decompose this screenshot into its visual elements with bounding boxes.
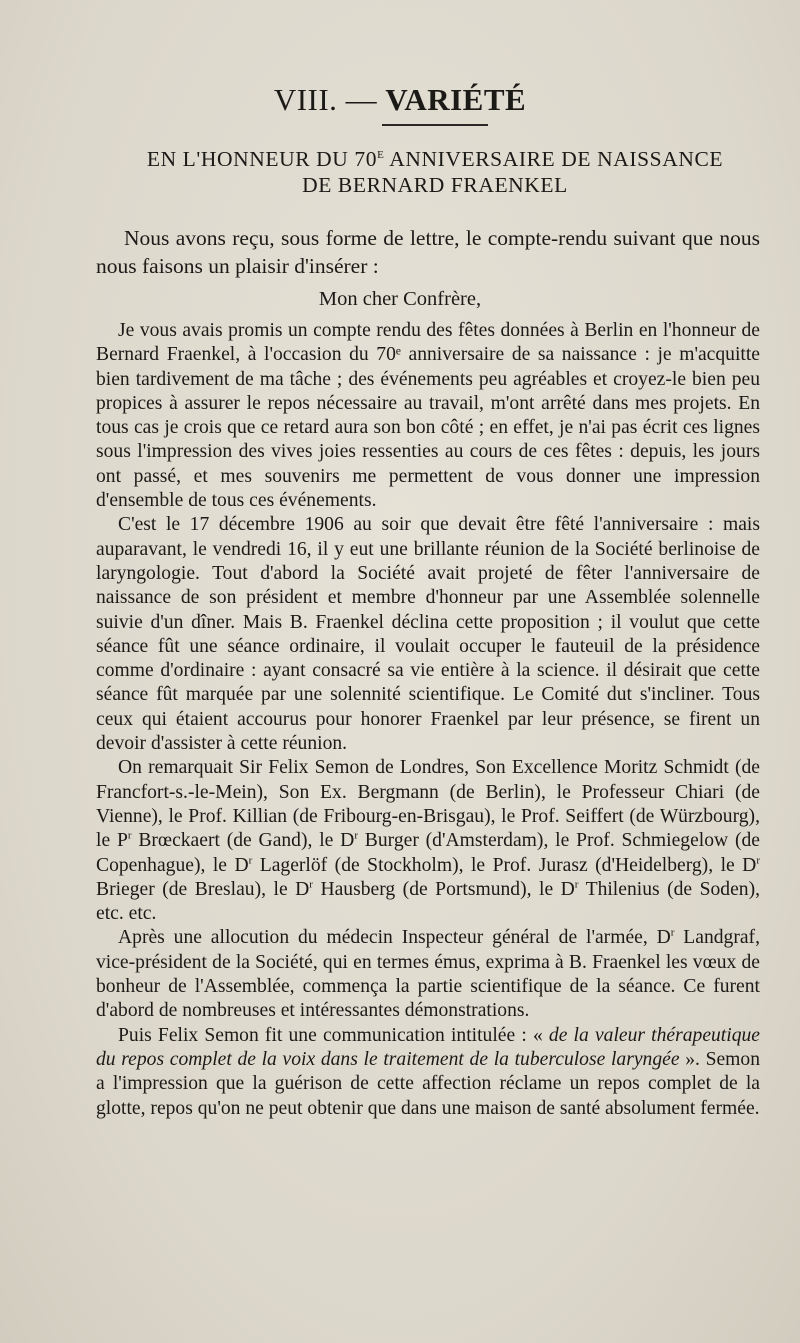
p3-text: Lagerlöf (de Stockholm), le Prof. Jurasz (d'Heidelberg), le D [252, 854, 757, 876]
p3-sup: r [248, 854, 253, 866]
p4-sup: r [670, 926, 675, 939]
p3-text: Burger (d'Amsterdam), le Prof. Schmiegelow (de Copenhague), le D [96, 830, 761, 876]
section-number: VIII. — [273, 82, 386, 117]
p3-text: Brieger (de Breslau), le D [96, 878, 310, 900]
title-rule [382, 124, 488, 126]
heading-line2: DE BERNARD FRAENKEL [302, 173, 568, 197]
p3-text: Brœckaert (de Gand), le D [131, 830, 355, 852]
paragraph-1: Je vous avais promis un compte rendu des fêtes données à Berlin en l'honneur de Bernard Fraenkel, à l'occasion du 70ᵉ anniversaire de sa naissance : je m'acquitte bien tardivement de ma tâche ; des événements peu agréables et croyez-le bien peu propices à assurer le repos nécessaire au travail, m'ont arrêté dans mes projets. En tous cas je crois que ce retard aura son bon côté ; en effet, je n'ai pas écrit ces lignes sous l'impression des vives joies ressenties au cours de ces fêtes : depuis, les jours ont passé, et mes souvenirs me permettent de vous donner une impression d'ensemble de tous ces événements. [96, 320, 760, 512]
paragraph-4 [96, 926, 760, 1023]
heading-line1-end: ANNIVERSAIRE DE NAISSANCE [384, 147, 724, 171]
p5-text: ». Semon a l'impression que la guérison de cette affection réclame un repos complet de la glotte, repos qu'on ne peut obtenir que dans une maison de santé absolument fermée. [96, 1048, 760, 1119]
p3-text: Thilenius (de Soden), etc. etc. [96, 878, 761, 925]
letter-body [96, 319, 760, 1121]
p4-text: Landgraf, vice-président de la Société, qui en termes émus, exprima à B. Fraenkel les vœux de bonheur de l'Assemblée, commença la partie scientifique de la séance. Ce furent d'abord de nombreuses et intéressantes démonstrations. [96, 927, 760, 1022]
p3-sup: r [354, 829, 358, 842]
intro-paragraph: Nous avons reçu, sous forme de lettre, le compte-rendu suivant que nous nous faisons un plaisir d'insérer : [96, 226, 760, 278]
salutation: Mon cher Confrère, [318, 288, 482, 310]
p3-text: Hausberg (de Portsmund), le D [312, 878, 575, 900]
communication-title: de la valeur thérapeutique du repos complet de la voix dans le traitement de la tuberculose laryngée [96, 1024, 760, 1070]
heading-superscript: E [377, 148, 385, 161]
paragraph-2: C'est le 17 décembre 1906 au soir que devait être fêté l'anniversaire : mais auparavant, le vendredi 16, il y eut une brillante réunion de la Société berlinoise de laryngologie. Tout d'abord la Société avait projeté de fêter l'anniversaire de naissance de son président et membre d'honneur par une Assemblée solennelle suivie d'un dîner. Mais B. Fraenkel déclina cette proposition ; il voulut que cette séance fût une séance ordinaire, il voulait occuper le fauteuil de la présidence comme d'ordinaire : ayant consacré sa vie entière à la science. il désirait que cette séance fût marquée par une solennité scientifique. Le Comité dut s'incliner. Tous ceux qui étaient accourus pour honorer Fraenkel par leur présence, se firent un devoir d'assister à cette réunion. [96, 514, 760, 755]
p3-sup: r [756, 854, 761, 866]
p3-sup: r [309, 878, 313, 891]
p5-text: Puis Felix Semon fit une communication intitulée : « [118, 1024, 549, 1046]
p3-text: On remarquait Sir Felix Semon de Londres, Son Excellence Moritz Schmidt (de Francfort-s.-le-Mein), Son Ex. Bergmann (de Berlin), le Professeur Chiari (de Vienne), le Prof. Killian (de Fribourg-en-Brisgau), le Prof. Seiffert (de Würzbourg), le P [96, 757, 760, 852]
p3-sup: r [127, 829, 132, 842]
paragraph-5 [96, 1024, 760, 1121]
p4-text: Après une allocution du médecin Inspecteur général de l'armée, D [118, 927, 671, 949]
paragraph-3 [96, 756, 760, 926]
p3-sup: r [574, 878, 579, 891]
heading-line1-start: EN L'HONNEUR DU 70 [146, 147, 378, 171]
section-title [0, 82, 800, 118]
article-heading [95, 146, 775, 198]
section-name: VARIÉTÉ [385, 82, 527, 117]
